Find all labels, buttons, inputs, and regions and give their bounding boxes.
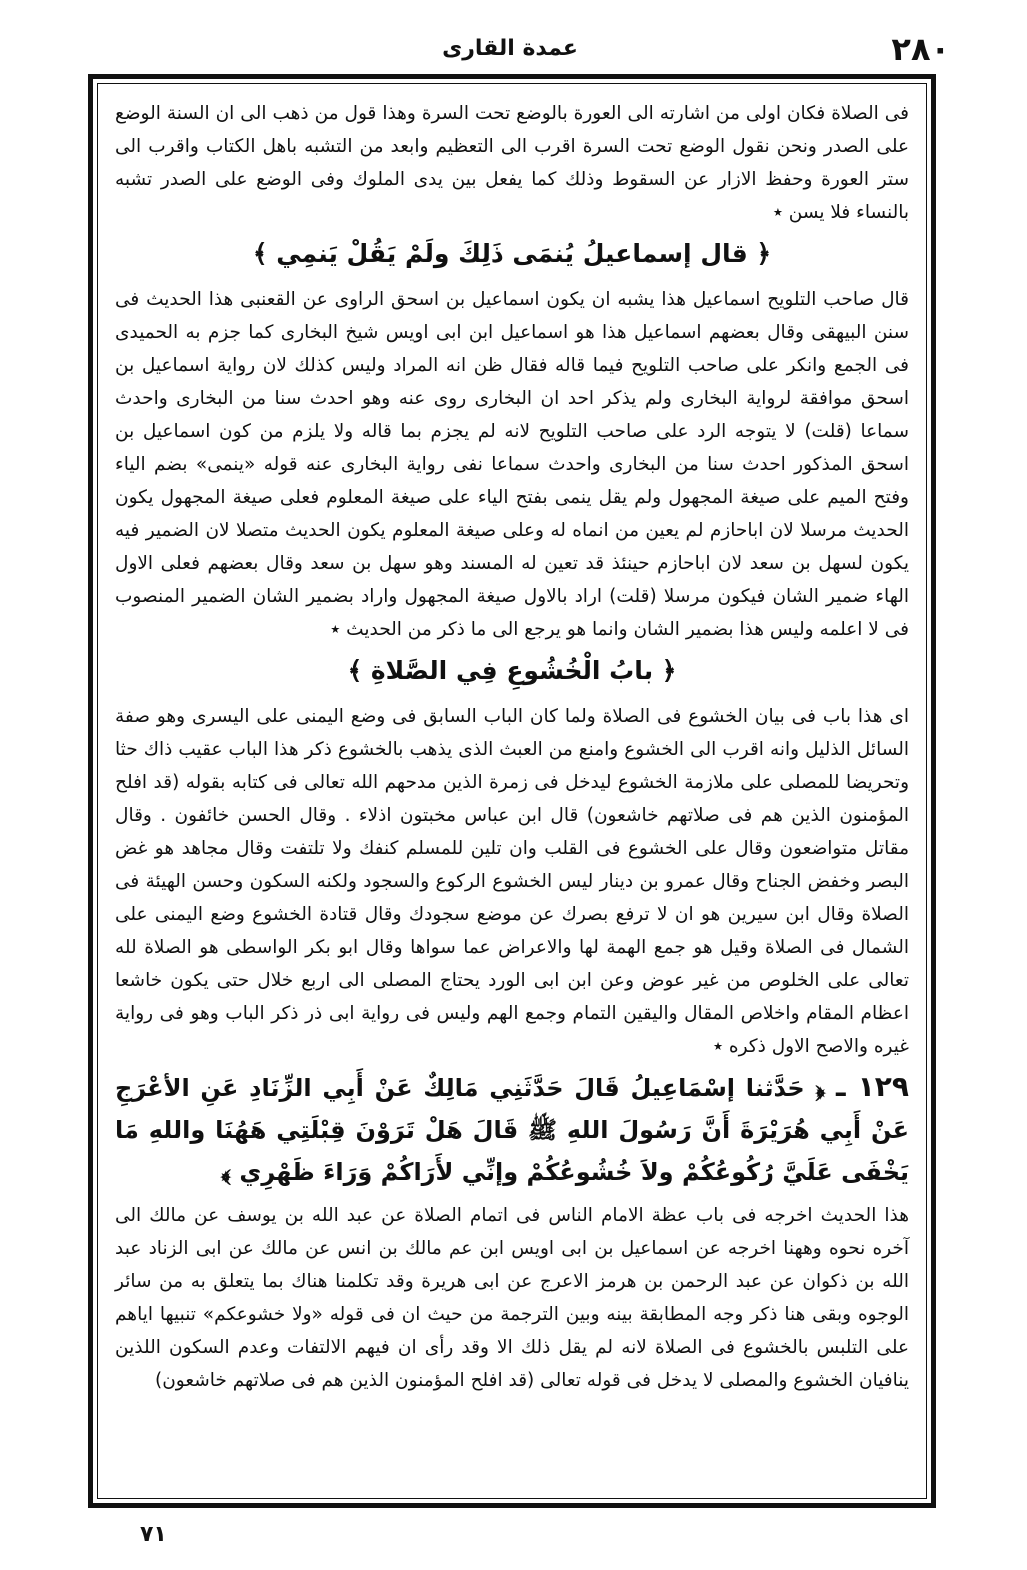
hadith-body: ﴿ حَدَّثنا إسْمَاعِيلُ قَالَ حَدَّثَنِي مَالِكٌ عَنْ أَبِي الزِّنَادِ عَنِ الأعْرَجِ عَنْ أَبِي هُرَيْرَةَ أَنَّ رَسُولَ اللهِ ﷺ قَالَ هَلْ تَرَوْنَ قِبْلَتِي هَهُنَا واللهِ مَا يَخْفَى عَلَيَّ رُكُوعُكُمْ ولاَ خُشُوعُكُمْ وإنِّي لأَرَاكُمْ وَرَاءَ ظَهْرِي ﴾	[115, 1074, 909, 1186]
signature-mark: ٧١	[140, 1522, 167, 1547]
main-content	[115, 97, 909, 1397]
paragraph-2: قال صاحب التلويح اسماعيل هذا يشبه ان يكون اسماعيل بن اسحق الراوى عن القعنبى هذا الحديث فى سنن البيهقى وقال بعضهم اسماعيل هذا هو اسماعيل ابن ابى اويس شيخ البخارى كما جزم به الحميدى فى الجمع وانكر على صاحب التلويح فيما قاله فقال ظن انه المراد وليس كذلك لان رواية اسماعيل بن اسحق موافقة لرواية البخارى ولم يذكر احد ان البخارى روى عنه وهو احدث سنا من البخارى واحدث سماعا (قلت) لا يتوجه الرد على صاحب التلويح لانه لم يجزم بما قاله ولا يلزم من كون اسماعيل بن اسحق المذكور احدث سنا من البخارى واحدث سماعا نفى رواية البخارى عنه قوله «ينمى» بضم الياء وفتح الميم على صيغة المجهول ولم يقل ينمى بفتح الياء على صيغة المعلوم فعلى صيغة المجهول يكون الحديث مرسلا لان اباحازم لم يعين من انماه له وعلى صيغة المعلوم يكون الحديث متصلا لان الضمير فيه يكون لسهل بن سعد لان اباحازم حينئذ قد تعين له المسند وهو سهل بن سعد وقال بعضهم فعلى الاول الهاء ضمير الشان فيكون مرسلا (قلت) اراد بالاول صيغة المجهول واراد بضمير الشان الضمير المنصوب فى لا اعلمه وليس هذا بضمير الشان وانما هو يرجع الى ما ذكر من الحديث ٭	[115, 289, 909, 640]
section-heading-1: ﴿ قال إسماعيلُ يُنمَى ذَلِكَ ولَمْ يَقُلْ يَنمِي ﴾	[252, 239, 772, 268]
running-title: عمدة القارى	[442, 36, 578, 61]
paragraph-3: اى هذا باب فى بيان الخشوع فى الصلاة ولما كان الباب السابق فى وضع اليمنى على اليسرى وهو صفة السائل الذليل وانه اقرب الى الخشوع وامنع من العبث الذى يذهب بالخشوع ذكر هذا الباب عقيب ذاك حثا وتحريضا للمصلى على ملازمة الخشوع ليدخل فى زمرة الذين مدحهم الله تعالى فى كتابه بقوله (قد افلح المؤمنون الذين هم فى صلاتهم خاشعون) قال ابن عباس مخبتون اذلاء . وقال الحسن خائفون . وقال مقاتل متواضعون وقال على الخشوع فى القلب وان تلين للمسلم كنفك ولا تلتفت وقال مجاهد هو غض البصر وخفض الجناح وقال عمرو بن دينار ليس الخشوع الركوع والسجود ولكنه السكون وحسن الهيئة فى الصلاة وقال ابن سيرين هو ان لا ترفع بصرك عن موضع سجودك وقال قتادة الخشوع وضع اليمنى على الشمال فى الصلاة وقيل هو جمع الهمة لها والاعراض عما سواها وقال ابو بكر الواسطى هو الصلاة لله تعالى على الخلوص من غير عوض وعن ابن ابى الورد يحتاج المصلى الى اربع خلال حتى يكون خاشعا اعظام المقام واخلاص المقال واليقين التمام وجمع الهم وليس فى رواية ابى ذر ذكر الباب وهو فى رواية غيره والاصح الاول ذكره ٭	[115, 706, 909, 1057]
hadith-text	[115, 1066, 909, 1193]
paragraph-1: فى الصلاة فكان اولى من اشارته الى العورة بالوضع تحت السرة وهذا قول من ذهب الى ان السنة الوضع على الصدر ونحن نقول الوضع تحت السرة اقرب الى التعظيم وابعد من التشبه باهل الكتاب واقرب الى ستر العورة وحفظ الازار عن السقوط وذلك كما يفعل بين يدى الملوك وفى الوضع على الصدر تشبه بالنساء فلا يسن ٭	[115, 103, 909, 223]
paragraph-4: هذا الحديث اخرجه فى باب عظة الامام الناس فى اتمام الصلاة عن عبد الله بن يوسف عن مالك الى آخره نحوه وههنا اخرجه عن اسماعيل بن ابى اويس ابن عم مالك بن انس عن مالك عن ابى الزناد عبد الله بن ذكوان عن عبد الرحمن بن هرمز الاعرج عن ابى هريرة وقد تكلمنا هناك بما يتعلق به من سائر الوجوه وبقى هنا ذكر وجه المطابقة بينه وبين الترجمة من حيث ان فى قوله «ولا خشوعكم» تنبيها اياهم على التلبس بالخشوع فى الصلاة لانه لم يقل ذلك الا وقد رأى ان فيهم الالتفات وعدم السكون اللذين ينافيان الخشوع والمصلى لا يدخل فى قوله تعالى (قد افلح المؤمنون الذين هم فى صلاتهم خاشعون)	[115, 1205, 909, 1391]
hadith-number: ١٢٩ ـ	[836, 1070, 909, 1103]
page-header	[70, 30, 950, 70]
text-frame	[88, 74, 936, 1508]
chapter-heading: ﴿ بابُ الْخُشُوعِ فِي الصَّلاةِ ﴾	[347, 656, 677, 685]
page-number: ٢٨٠	[891, 30, 950, 68]
